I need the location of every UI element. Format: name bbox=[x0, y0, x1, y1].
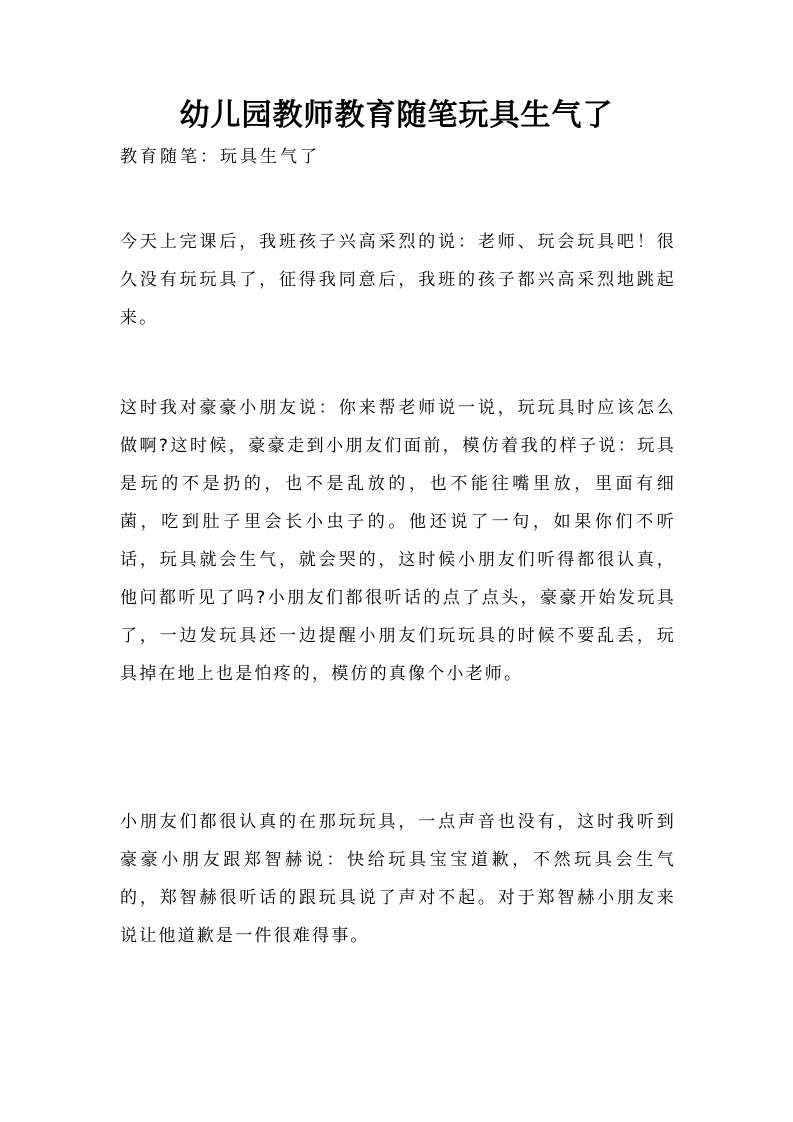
paragraph: 小朋友们都很认真的在那玩玩具，一点声音也没有，这时我听到豪豪小朋友跟郑智赫说：快给玩具宝宝道歉，不然玩具会生气的，郑智赫很听话的跟玩具说了声对不起。对于郑智赫小朋友来说让他道歉是一件很难得事。 bbox=[120, 812, 676, 946]
paragraph: 今天上完课后，我班孩子兴高采烈的说：老师、玩会玩具吧！很久没有玩玩具了，征得我同意后，我班的孩子都兴高采烈地跳起来。 bbox=[120, 232, 676, 328]
paragraph: 这时我对豪豪小朋友说：你来帮老师说一说，玩玩具时应该怎么做啊?这时候，豪豪走到小朋友们面前，模仿着我的样子说：玩具是玩的不是扔的，也不是乱放的，也不能往嘴里放，里面有细菌，吃到肚子里会长小虫子的。他还说了一句，如果你们不听话，玩具就会生气，就会哭的，这时候小朋友们听得都很认真，他问都听见了吗?小朋友们都很听话的点了点头，豪豪开始发玩具了，一边发玩具还一边提醒小朋友们玩玩具的时候不要乱丢，玩具掉在地上也是怕疼的，模仿的真像个小老师。 bbox=[120, 398, 676, 684]
document-title: 幼儿园教师教育随笔玩具生气了 bbox=[179, 98, 614, 133]
document-subtitle: 教育随笔：玩具生气了 bbox=[120, 147, 320, 167]
